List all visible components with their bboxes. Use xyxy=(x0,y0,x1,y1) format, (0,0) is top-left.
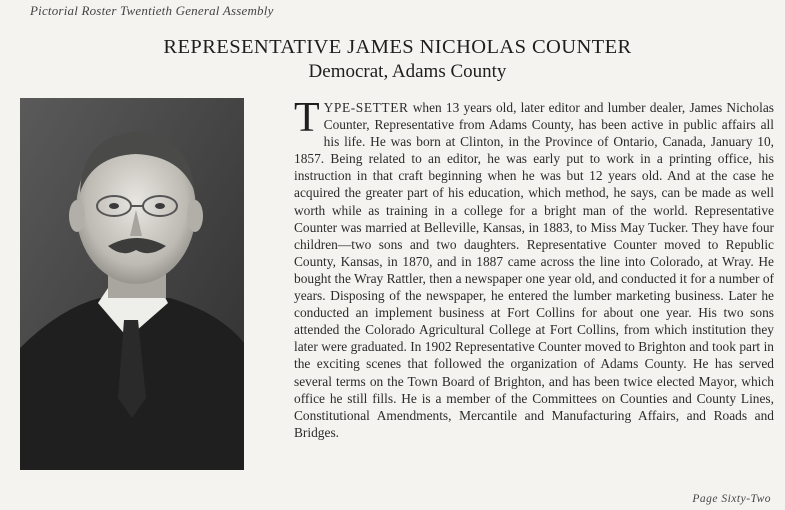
page-subtitle: Democrat, Adams County xyxy=(308,61,507,82)
page-title: REPRESENTATIVE JAMES NICHOLAS COUNTER xyxy=(163,36,632,58)
portrait-photo xyxy=(20,98,244,470)
page-number: Page Sixty-Two xyxy=(692,493,771,505)
biography-lead: YPE-SETTER xyxy=(323,100,409,115)
running-head: Pictorial Roster Twentieth General Assembly xyxy=(30,3,274,18)
portrait-illustration xyxy=(20,98,244,470)
drop-cap: T xyxy=(294,95,320,141)
biography-text xyxy=(294,95,774,441)
biography-body: when 13 years old, later editor and lumber dealer, James Nicholas Counter, Representative from Adams County, has been active in public affairs all his life. He was born at Clinton, in the Province of Ontario, Canada, January 10, 1857. Being related to an editor, he was early put to work in a printing office, his instruction in that craft beginning when he was but 12 years old. And at the case he acquired the greater part of his education, which method, he says, can be made as well worth while as training in a college for a bright man of the world. Representative Counter was married at Belleville, Kansas, in 1883, to Miss May Tucker. They have four children—two sons and two daughters. Representative Counter moved to Republic County, Kansas, in 1870, and in 1887 came across the line into Colorado, at Wray. He bought the Wray Rattler, then a newspaper one year old, and conducted it for a number of years. Disposing of the newspaper, he entered the lumber marketing business. Later he conducted an implement business at Fort Collins for about one year. His two sons attended the Colorado Agricultural College at Fort Collins, from which institution they later were graduated. In 1902 Representative Counter moved to Brighton and took part in the exciting scenes that followed the organization of Adams County. He has served several terms on the Town Board of Brighton, and has been twice elected Mayor, which office he still fills. He is a member of the Committees on Counties and County Lines, Constitutional Amendments, Mercantile and Manufacturing Affairs, and Roads and Bridges. xyxy=(294,100,774,440)
